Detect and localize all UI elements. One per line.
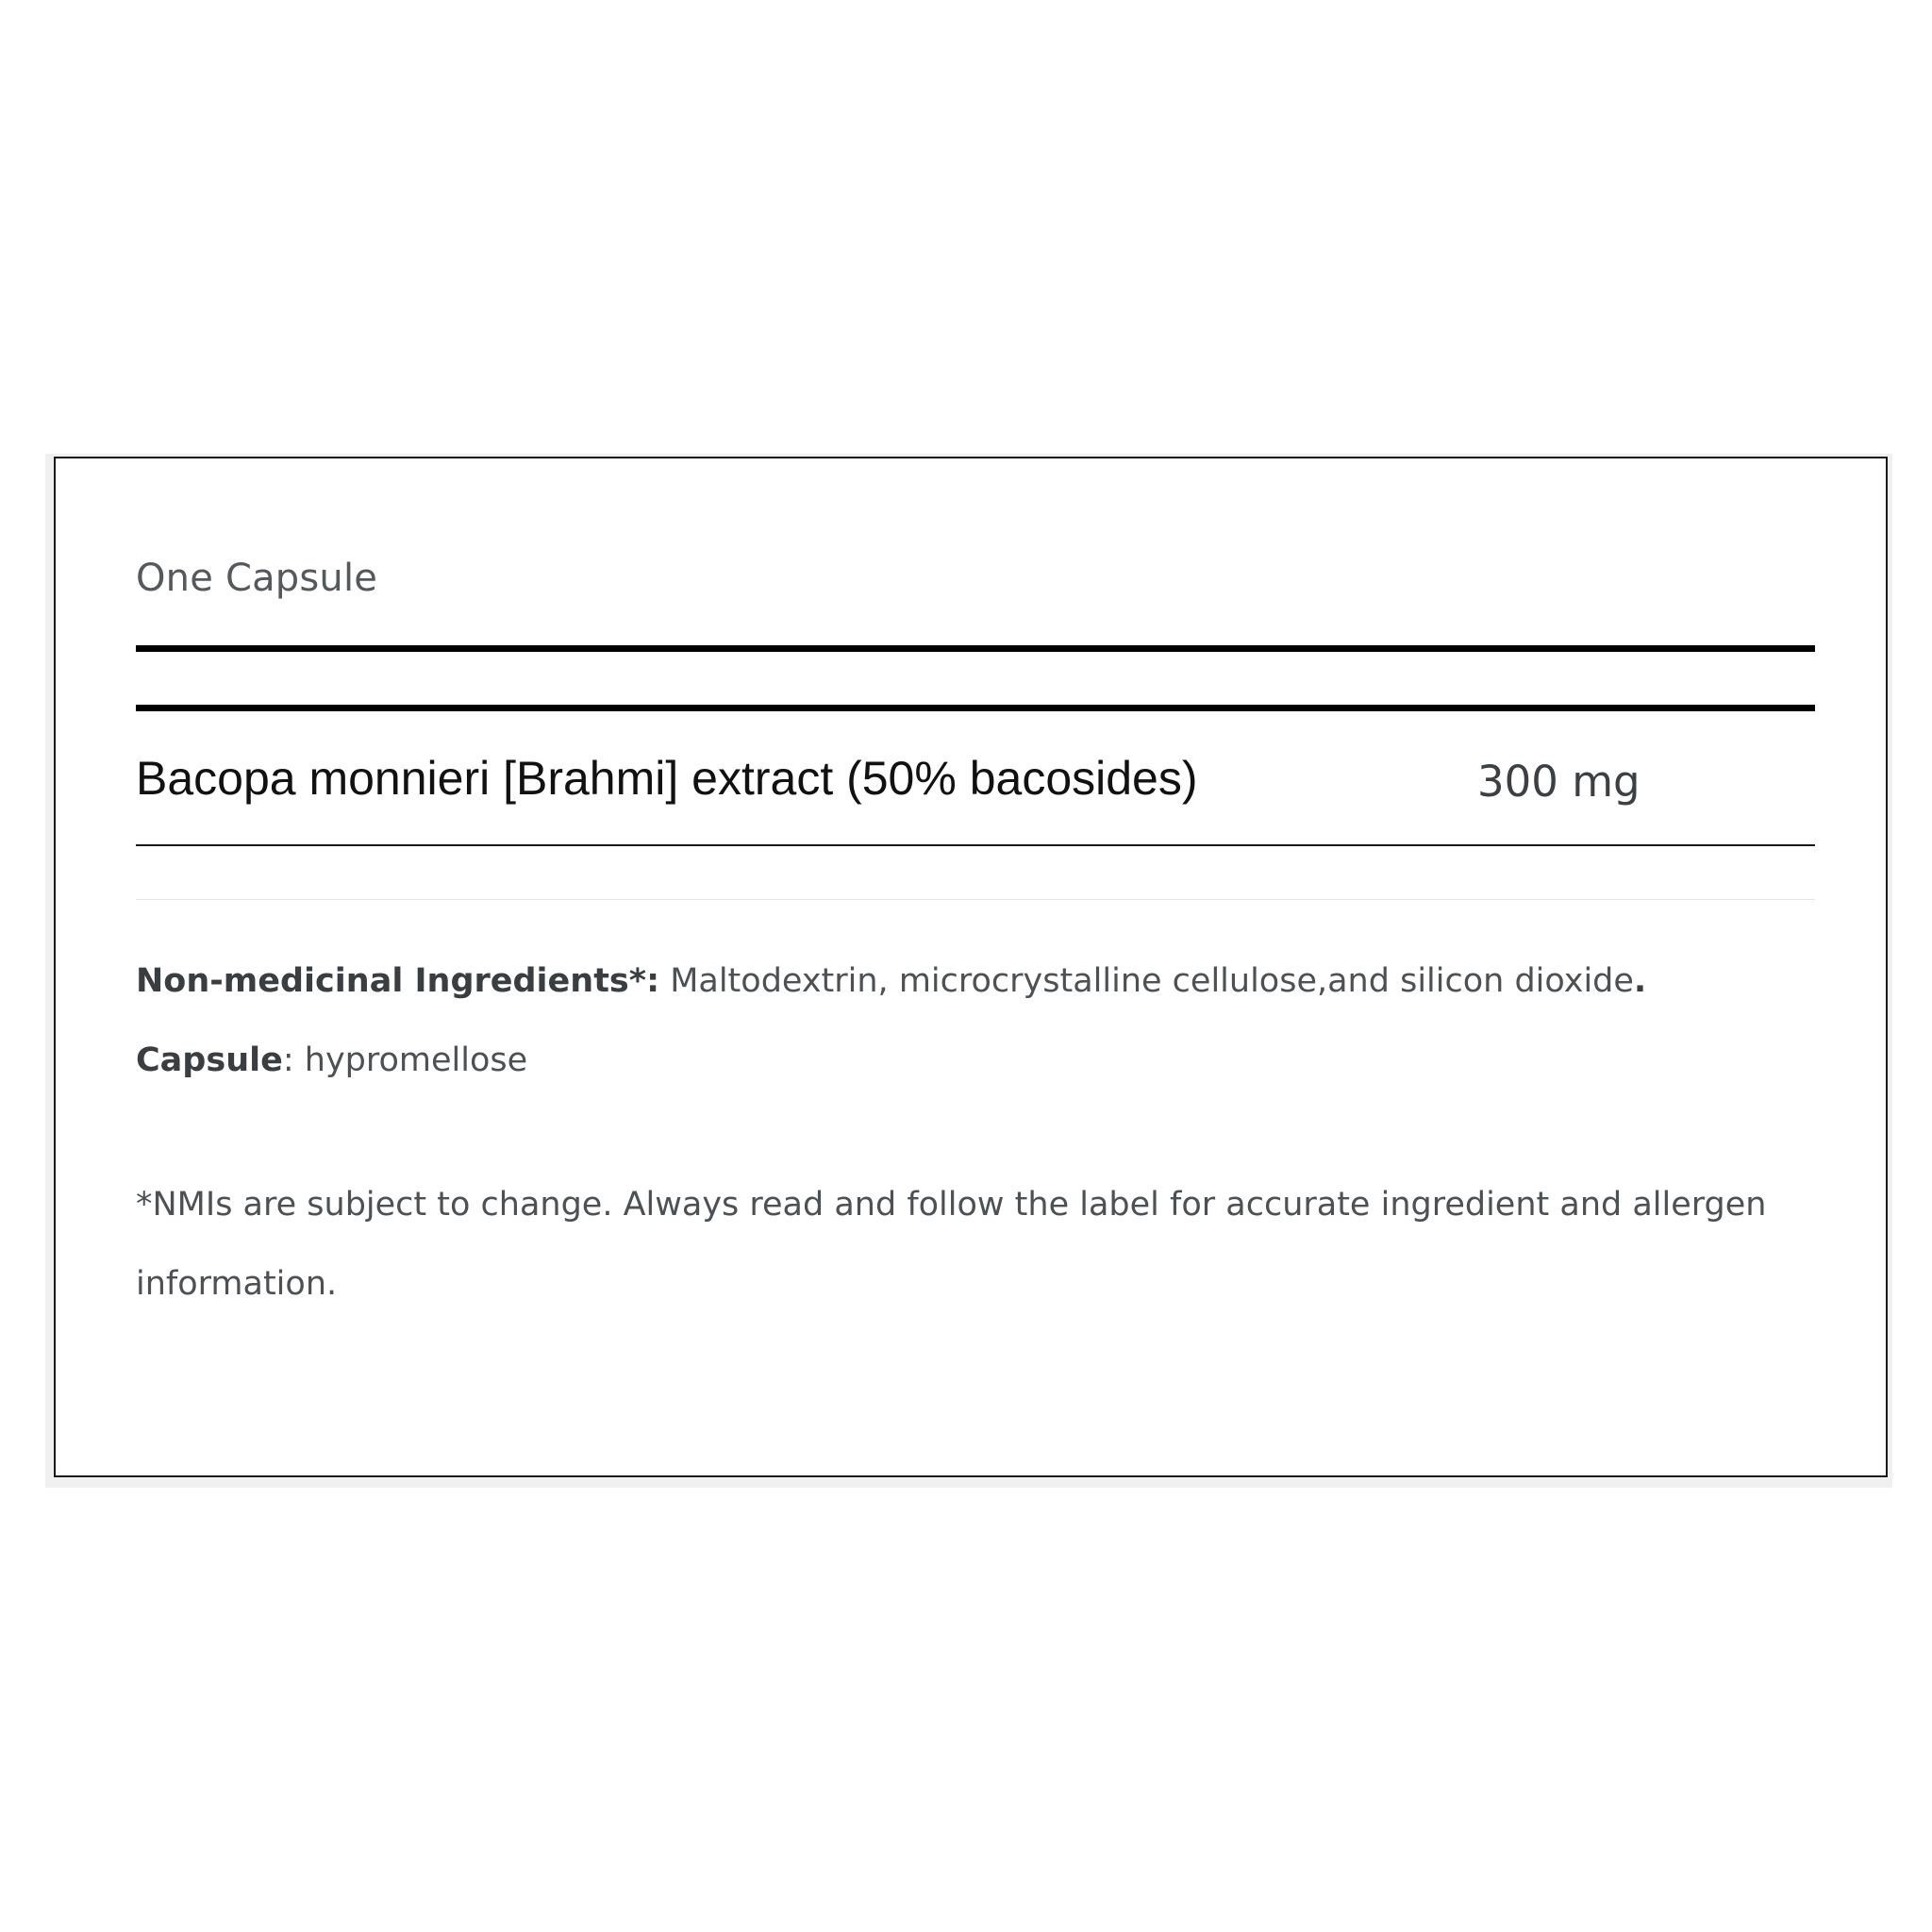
non-medicinal-label: Non-medicinal Ingredients*:	[136, 962, 660, 1000]
ingredient-divider	[136, 844, 1815, 846]
capsule-label: . Capsule	[136, 962, 1647, 1079]
nmi-disclaimer: *NMIs are subject to change. Always read and follow the label for accurate ingredient and allergen information.	[136, 1186, 1767, 1303]
thick-divider-bottom	[136, 705, 1815, 711]
ingredient-row	[136, 743, 1815, 834]
section-divider	[136, 899, 1815, 900]
serving-size: One Capsule	[136, 557, 378, 600]
non-medicinal-ingredients	[136, 941, 1796, 1100]
capsule-text: hypromellose	[304, 1041, 528, 1079]
ingredient-amount: 300 mg	[1477, 757, 1641, 807]
capsule-separator: :	[282, 1041, 305, 1079]
thick-divider-top	[136, 645, 1815, 652]
ingredient-name: Bacopa monnieri [Brahmi] extract (50% bacosides)	[136, 752, 1198, 805]
non-medicinal-text: Maltodextrin, microcrystalline cellulose,and silicon dioxide	[659, 962, 1634, 1000]
supplement-facts-panel	[54, 457, 1888, 1477]
